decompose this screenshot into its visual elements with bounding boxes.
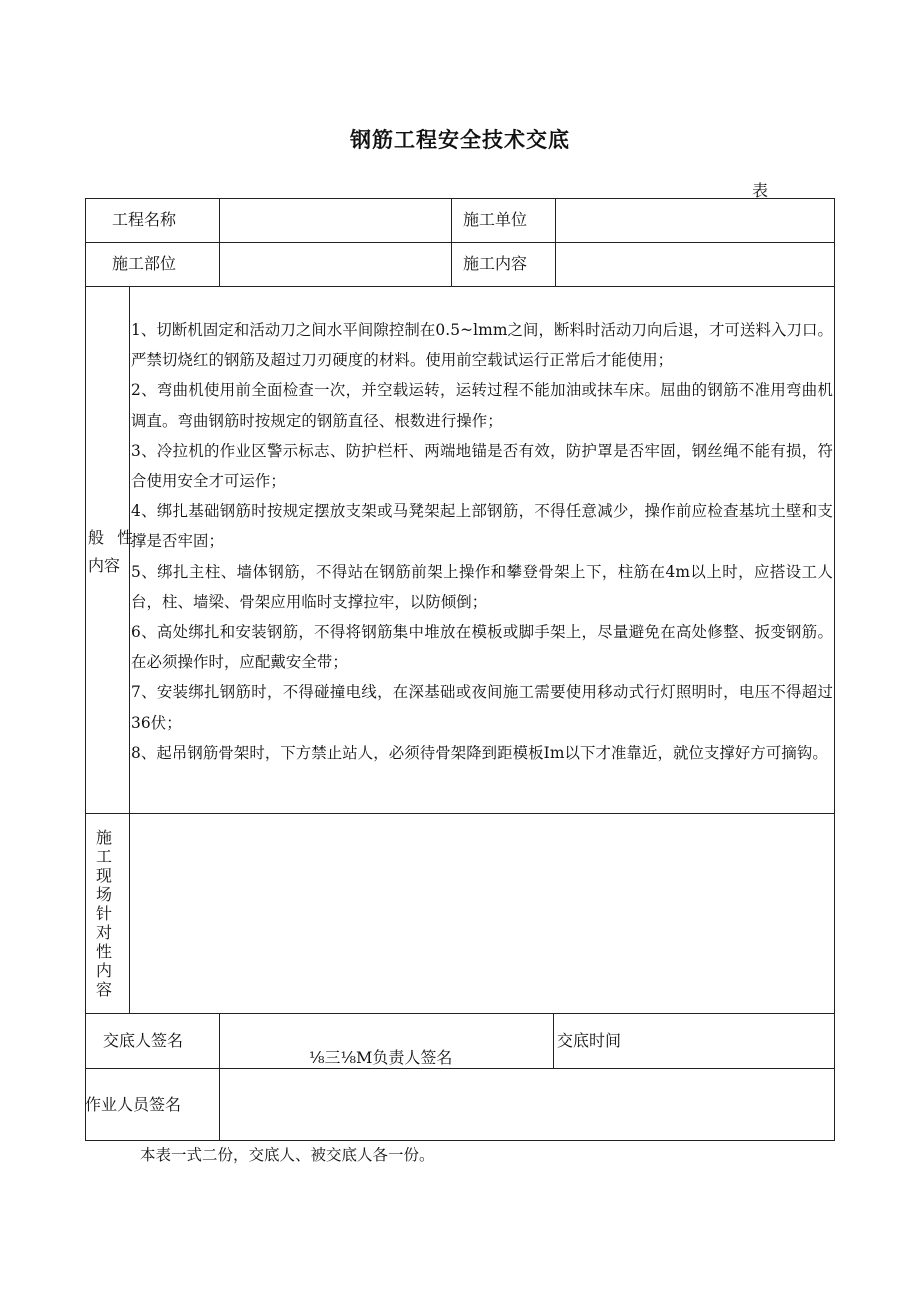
site-label-char: 工 <box>95 847 112 866</box>
general-content-label-bottom: 内容 <box>88 556 121 575</box>
safety-item: 1、切断机固定和活动刀之间水平间隙控制在0.5~lmm之间，断料时活动刀向后退，才可送料入刀口。严禁切烧红的钢筋及超过刀刃硬度的材料。使用前空载试运行正常后才能使用； <box>131 321 833 370</box>
site-label-char: 施 <box>95 828 112 847</box>
document-title: 钢筋工程安全技术交底 <box>350 128 570 152</box>
general-content-label-top <box>88 529 133 547</box>
site-label-char: 现 <box>95 866 112 885</box>
safety-item: 3、冷拉机的作业区警示标志、防护栏杆、两端地锚是否有效，防护罩是否牢固，钢丝绳不能有损，符合使用安全才可运作； <box>131 441 833 491</box>
safety-item: 8、起吊钢筋骨架时，下方禁止站人，必须待骨架降到距模板Im以下才准靠近，就位支撑好方可摘钩。 <box>131 743 828 762</box>
construction-unit-label: 施工单位 <box>463 210 528 229</box>
site-content-label <box>94 828 114 999</box>
safety-item: 6、高处绑扎和安装钢筋，不得将钢筋集中堆放在模板或脚手架上，尽量避免在高处修整、扳变钢筋。在必须操作时，应配戴安全带； <box>131 623 833 672</box>
general-label-char: 般 <box>88 528 105 547</box>
safety-item: 7、安装绑扎钢筋时，不得碰撞电线，在深基础或夜间施工需要使用移动式行灯照明时，电压不得超过36伏； <box>131 683 833 732</box>
construction-part-label: 施工部位 <box>112 254 177 273</box>
workers-signature-label: 作业人员签名 <box>85 1095 182 1114</box>
site-label-char: 针 <box>95 904 112 923</box>
safety-item: 2、弯曲机使用前全面检查一次，并空载运转，运转过程不能加油或抹车床。屈曲的钢筋不准用弯曲机调直。弯曲钢筋时按规定的钢筋直径、根数进行操作； <box>131 381 833 430</box>
project-name-label: 工程名称 <box>112 210 177 229</box>
brief-time-label: 交底时间 <box>557 1031 622 1050</box>
briefer-signature-label: 交底人签名 <box>103 1031 184 1050</box>
general-safety-items <box>131 315 833 768</box>
site-label-char: 性 <box>95 942 112 961</box>
general-label-char: 性 <box>117 528 134 547</box>
safety-item: 5、绑扎主柱、墙体钢筋，不得站在钢筋前架上操作和攀登骨架上下，柱筋在4m以上时，应搭设工人台，柱、墙梁、骨架应用临时支撑拉牢，以防倾倒； <box>131 562 833 611</box>
safety-item: 4、绑扎基础钢筋时按规定摆放支架或马凳架起上部钢筋，不得任意减少，操作前应检查基坑土壁和支撑是否牢固； <box>131 502 833 551</box>
footer-note: 本表一式二份，交底人、被交底人各一份。 <box>140 1146 435 1164</box>
construction-content-label: 施工内容 <box>463 254 528 273</box>
site-label-char: 内 <box>95 961 112 980</box>
site-label-char: 对 <box>95 923 112 942</box>
site-label-char: 容 <box>95 980 112 999</box>
table-mark: 表 <box>752 181 769 200</box>
site-label-char: 场 <box>95 885 112 904</box>
responsible-signature-label: ⅛三⅛M负责人签名 <box>309 1048 453 1067</box>
